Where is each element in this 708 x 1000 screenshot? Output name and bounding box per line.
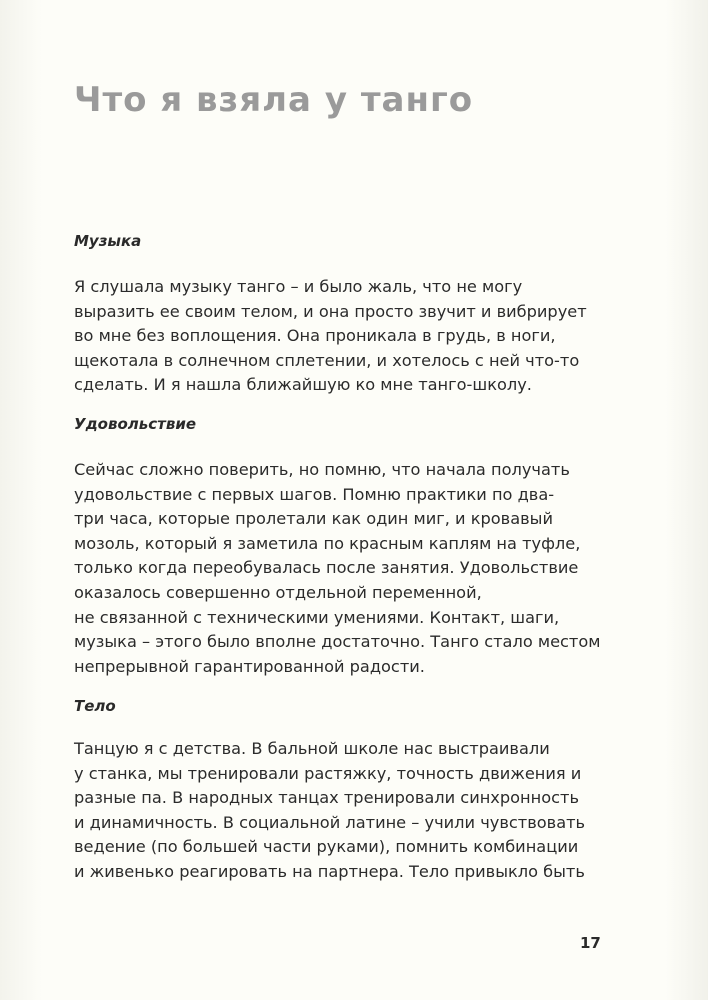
text-line: только когда переобувалась после занятия. Удовольствие [74,558,579,578]
text-line: оказалось совершенно отдельной переменной, [74,582,482,602]
text-line: Я слушала музыку танго – и было жаль, что не могу [74,277,523,296]
text-line: мозоль, который я заметила по красным каплям на туфле, [74,533,581,553]
section-heading-pleasure: Удовольствие [74,415,197,433]
text-line: ведение (по большей части руками), помнить комбинации [74,837,579,857]
text-line: разные па. В народных танцах тренировали синхронность [74,788,579,808]
text-line: удовольствие с первых шагов. Помню практики по два- [74,484,555,504]
text-line: у станка, мы тренировали растяжку, точность движения и [74,763,582,783]
text-line: во мне без воплощения. Она проникала в грудь, в ноги, [74,326,556,346]
paragraph-body [74,737,585,885]
paragraph-pleasure [74,458,600,679]
text-line: Танцую я с детства. В бальной школе нас выстраивали [74,739,550,758]
text-line: три часа, которые пролетали как один миг, и кровавый [74,509,553,529]
section-heading-body: Тело [74,697,116,715]
text-line: непрерывной гарантированной радости. [74,656,425,676]
text-line: сделать. И я нашла ближайшую ко мне танго-школу. [74,375,532,395]
section-heading-music: Музыка [74,232,142,250]
text-line: не связанной с техническими умениями. Контакт, шаги, [74,607,560,627]
text-line: Сейчас сложно поверить, но помню, что начала получать [74,460,570,479]
text-line: и живенько реагировать на партнера. Тело привыкло быть [74,861,585,881]
chapter-title: Что я взяла у танго [74,80,474,120]
page-number: 17 [580,934,601,952]
text-line: музыка – этого было вполне достаточно. Танго стало местом [74,632,601,652]
paragraph-music [74,275,587,398]
text-line: щекотала в солнечном сплетении, и хотелось с ней что-то [74,350,580,370]
text-line: и динамичность. В социальной латине – учили чувствовать [74,812,586,832]
text-line: выразить ее своим телом, и она просто звучит и вибрирует [74,301,587,321]
